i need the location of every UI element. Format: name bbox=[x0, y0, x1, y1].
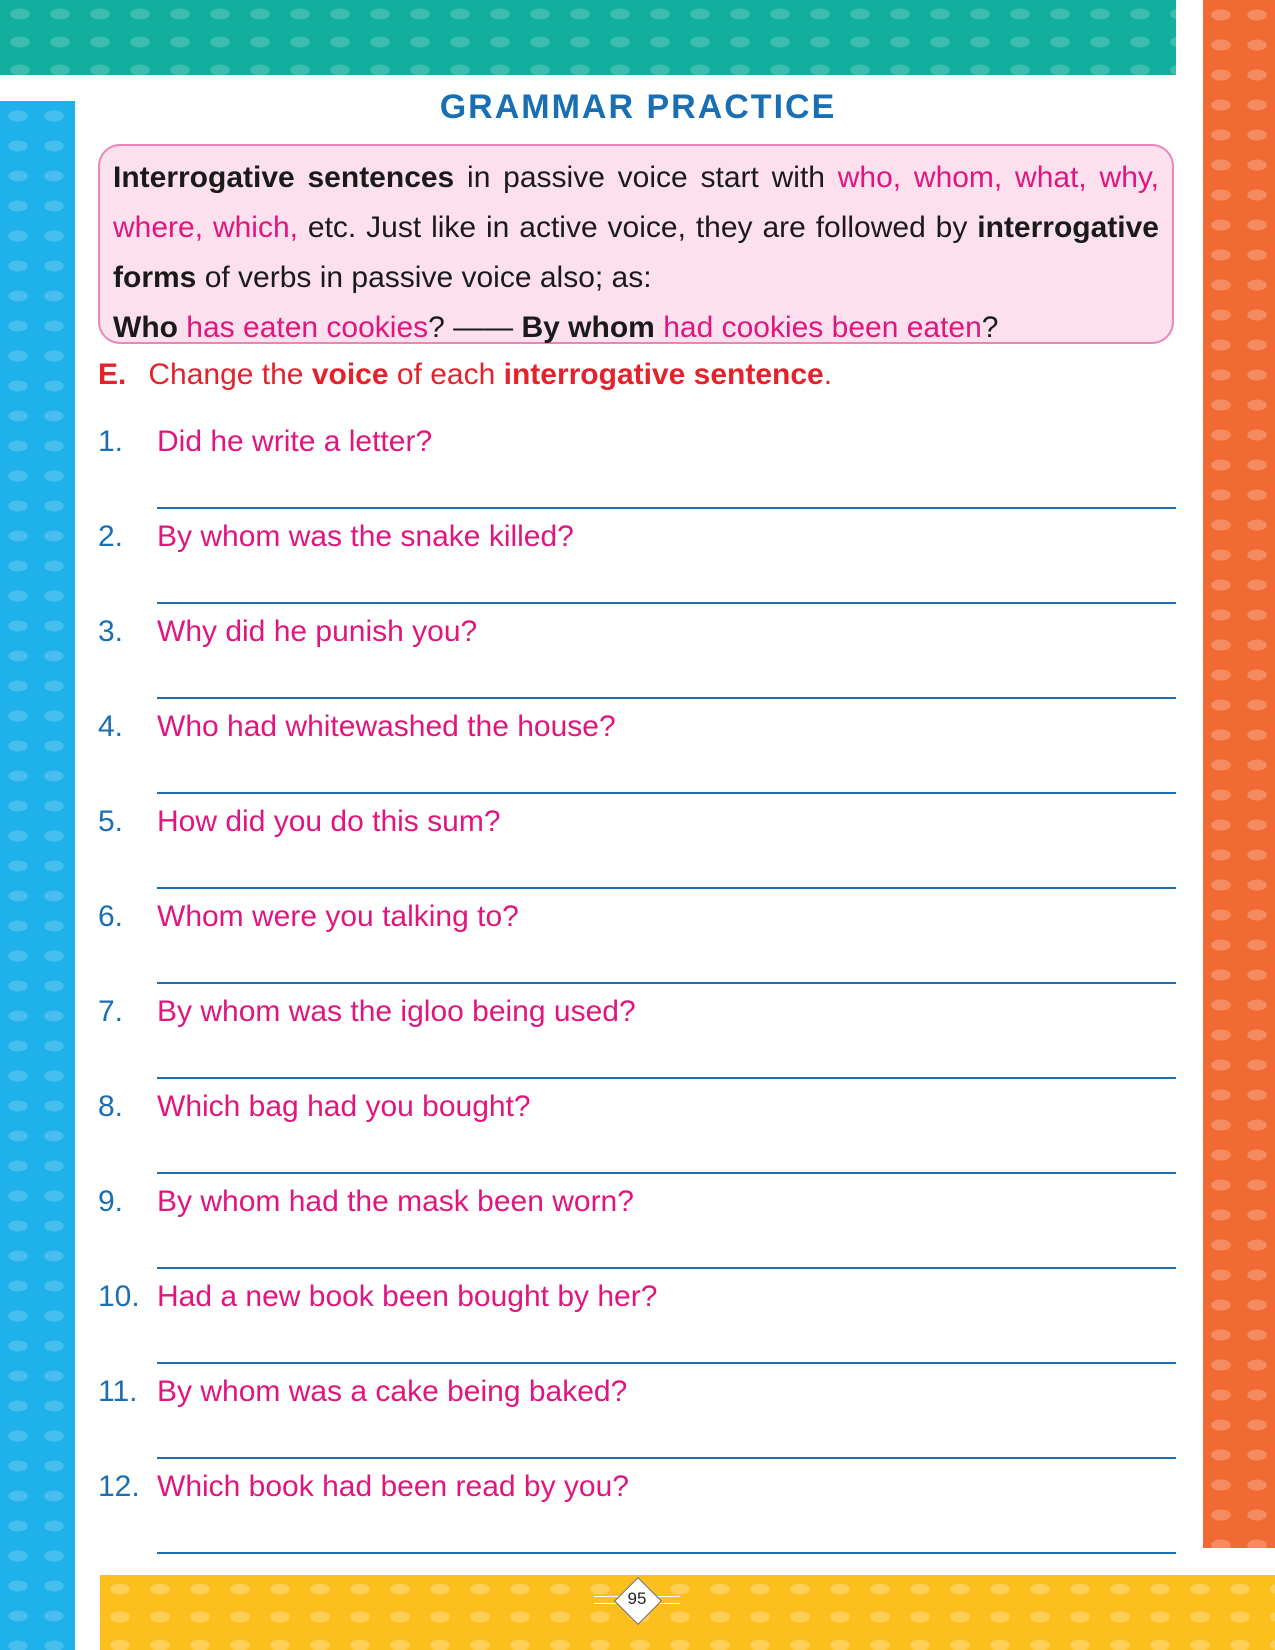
bottom-decorative-band bbox=[100, 1575, 1275, 1650]
example-text: ? —— bbox=[428, 311, 522, 344]
example-phrase: has eaten cookies bbox=[177, 311, 429, 344]
question-text: Why did he punish you? bbox=[157, 615, 478, 648]
rule-text: etc. Just like in active voice, they are followed by bbox=[298, 211, 978, 244]
example-phrase: had cookies been eaten bbox=[654, 311, 982, 344]
rule-term: Interrogative sentences bbox=[113, 161, 455, 194]
question-item bbox=[98, 1160, 1176, 1255]
example-word: By whom bbox=[521, 311, 655, 344]
question-text: Had a new book been bought by her? bbox=[157, 1280, 658, 1313]
page-number: 95 bbox=[627, 1589, 647, 1608]
example-text: ? bbox=[981, 311, 999, 344]
question-text: Who had whitewashed the house? bbox=[157, 710, 616, 743]
left-decorative-band bbox=[0, 101, 75, 1650]
question-number: 12. bbox=[98, 1470, 140, 1503]
question-number: 1. bbox=[98, 425, 124, 458]
question-number: 3. bbox=[98, 615, 124, 648]
top-decorative-band bbox=[0, 0, 1176, 75]
question-text: By whom was the snake killed? bbox=[157, 520, 574, 553]
instruction-term: interrogative sentence bbox=[503, 358, 824, 391]
rule-text: in passive voice start with bbox=[454, 161, 838, 194]
instruction-text: Change the bbox=[148, 358, 312, 391]
instruction-term: voice bbox=[311, 358, 389, 391]
question-number: 11. bbox=[98, 1375, 138, 1408]
grammar-rule-box bbox=[98, 144, 1174, 344]
question-number: 2. bbox=[98, 520, 124, 553]
rule-example bbox=[113, 303, 1159, 353]
answer-line[interactable] bbox=[157, 1552, 1176, 1554]
question-item bbox=[98, 1350, 1176, 1445]
question-text: Did he write a letter? bbox=[157, 425, 433, 458]
example-word: Who bbox=[113, 311, 178, 344]
page-title: GRAMMAR PRACTICE bbox=[439, 88, 837, 126]
question-number: 8. bbox=[98, 1090, 124, 1123]
question-item bbox=[98, 875, 1176, 970]
question-text: Which book had been read by you? bbox=[157, 1470, 629, 1503]
question-item bbox=[98, 400, 1176, 495]
question-item bbox=[98, 970, 1176, 1065]
instruction-text: of each bbox=[388, 358, 504, 391]
question-number: 7. bbox=[98, 995, 124, 1028]
right-decorative-band bbox=[1203, 0, 1275, 1548]
rule-text: of verbs in passive voice also; as: bbox=[196, 261, 652, 294]
exercise-instruction bbox=[98, 358, 1174, 392]
question-text: By whom was a cake being baked? bbox=[157, 1375, 628, 1408]
question-number: 5. bbox=[98, 805, 124, 838]
question-text: Which bag had you bought? bbox=[157, 1090, 531, 1123]
question-item bbox=[98, 495, 1176, 590]
question-item bbox=[98, 1255, 1176, 1350]
question-item bbox=[98, 685, 1176, 780]
question-text: How did you do this sum? bbox=[157, 805, 501, 838]
rule-term: interrogative forms bbox=[113, 211, 1159, 294]
question-text: Whom were you talking to? bbox=[157, 900, 519, 933]
rule-paragraph bbox=[113, 153, 1159, 303]
question-number: 6. bbox=[98, 900, 124, 933]
question-number: 10. bbox=[98, 1280, 140, 1313]
question-item bbox=[98, 780, 1176, 875]
question-text: By whom had the mask been worn? bbox=[157, 1185, 634, 1218]
question-number: 4. bbox=[98, 710, 124, 743]
question-item bbox=[98, 590, 1176, 685]
question-item bbox=[98, 1065, 1176, 1160]
instruction-text: . bbox=[823, 358, 833, 391]
page-number-badge bbox=[614, 1577, 660, 1623]
question-list bbox=[98, 400, 1176, 1540]
question-number: 9. bbox=[98, 1185, 124, 1218]
question-item bbox=[98, 1445, 1176, 1540]
rule-question-words: who, whom, what, why, where, which, bbox=[113, 161, 1159, 244]
exercise-letter: E. bbox=[98, 358, 127, 391]
question-text: By whom was the igloo being used? bbox=[157, 995, 636, 1028]
